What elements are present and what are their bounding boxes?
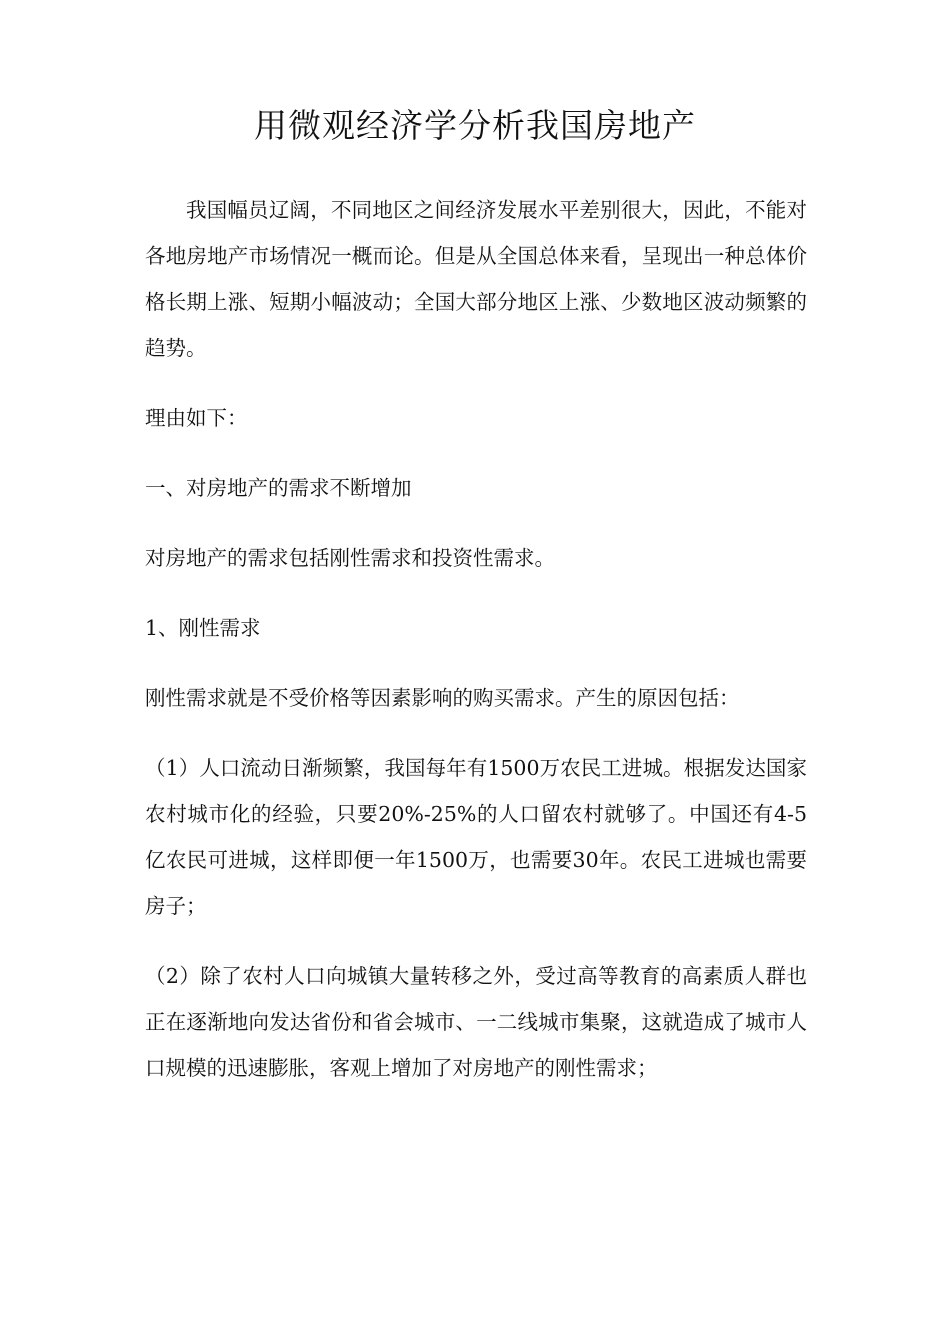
paragraph-intro: 我国幅员辽阔，不同地区之间经济发展水平差别很大，因此，不能对各地房地产市场情况一概而论。但是从全国总体来看，呈现出一种总体价格长期上涨、短期小幅波动；全国大部分地区上涨、少数地区波动频繁的趋势。 [145, 198, 807, 360]
subsection-heading-rigid-demand: 1、刚性需求 [145, 616, 261, 640]
paragraph-rigid-demand-definition: 刚性需求就是不受价格等因素影响的购买需求。产生的原因包括： [145, 686, 740, 710]
document-title: 用微观经济学分析我国房地产 [254, 106, 696, 145]
section-heading-demand: 一、对房地产的需求不断增加 [145, 476, 412, 500]
paragraph-demand-types: 对房地产的需求包括刚性需求和投资性需求。 [145, 546, 555, 570]
document-body [145, 187, 807, 1115]
paragraph-point-1: （1）人口流动日渐频繁，我国每年有1500万农民工进城。根据发达国家农村城市化的经验，只要20%-25%的人口留农村就够了。中国还有4-5亿农民可进城，这样即便一年1500万，也需要30年。农民工进城也需要房子； [145, 756, 807, 918]
paragraph-reasons-lead: 理由如下： [145, 406, 248, 430]
paragraph-point-2: （2）除了农村人口向城镇大量转移之外，受过高等教育的高素质人群也正在逐渐地向发达省份和省会城市、一二线城市集聚，这就造成了城市人口规模的迅速膨胀，客观上增加了对房地产的刚性需求； [145, 964, 807, 1080]
